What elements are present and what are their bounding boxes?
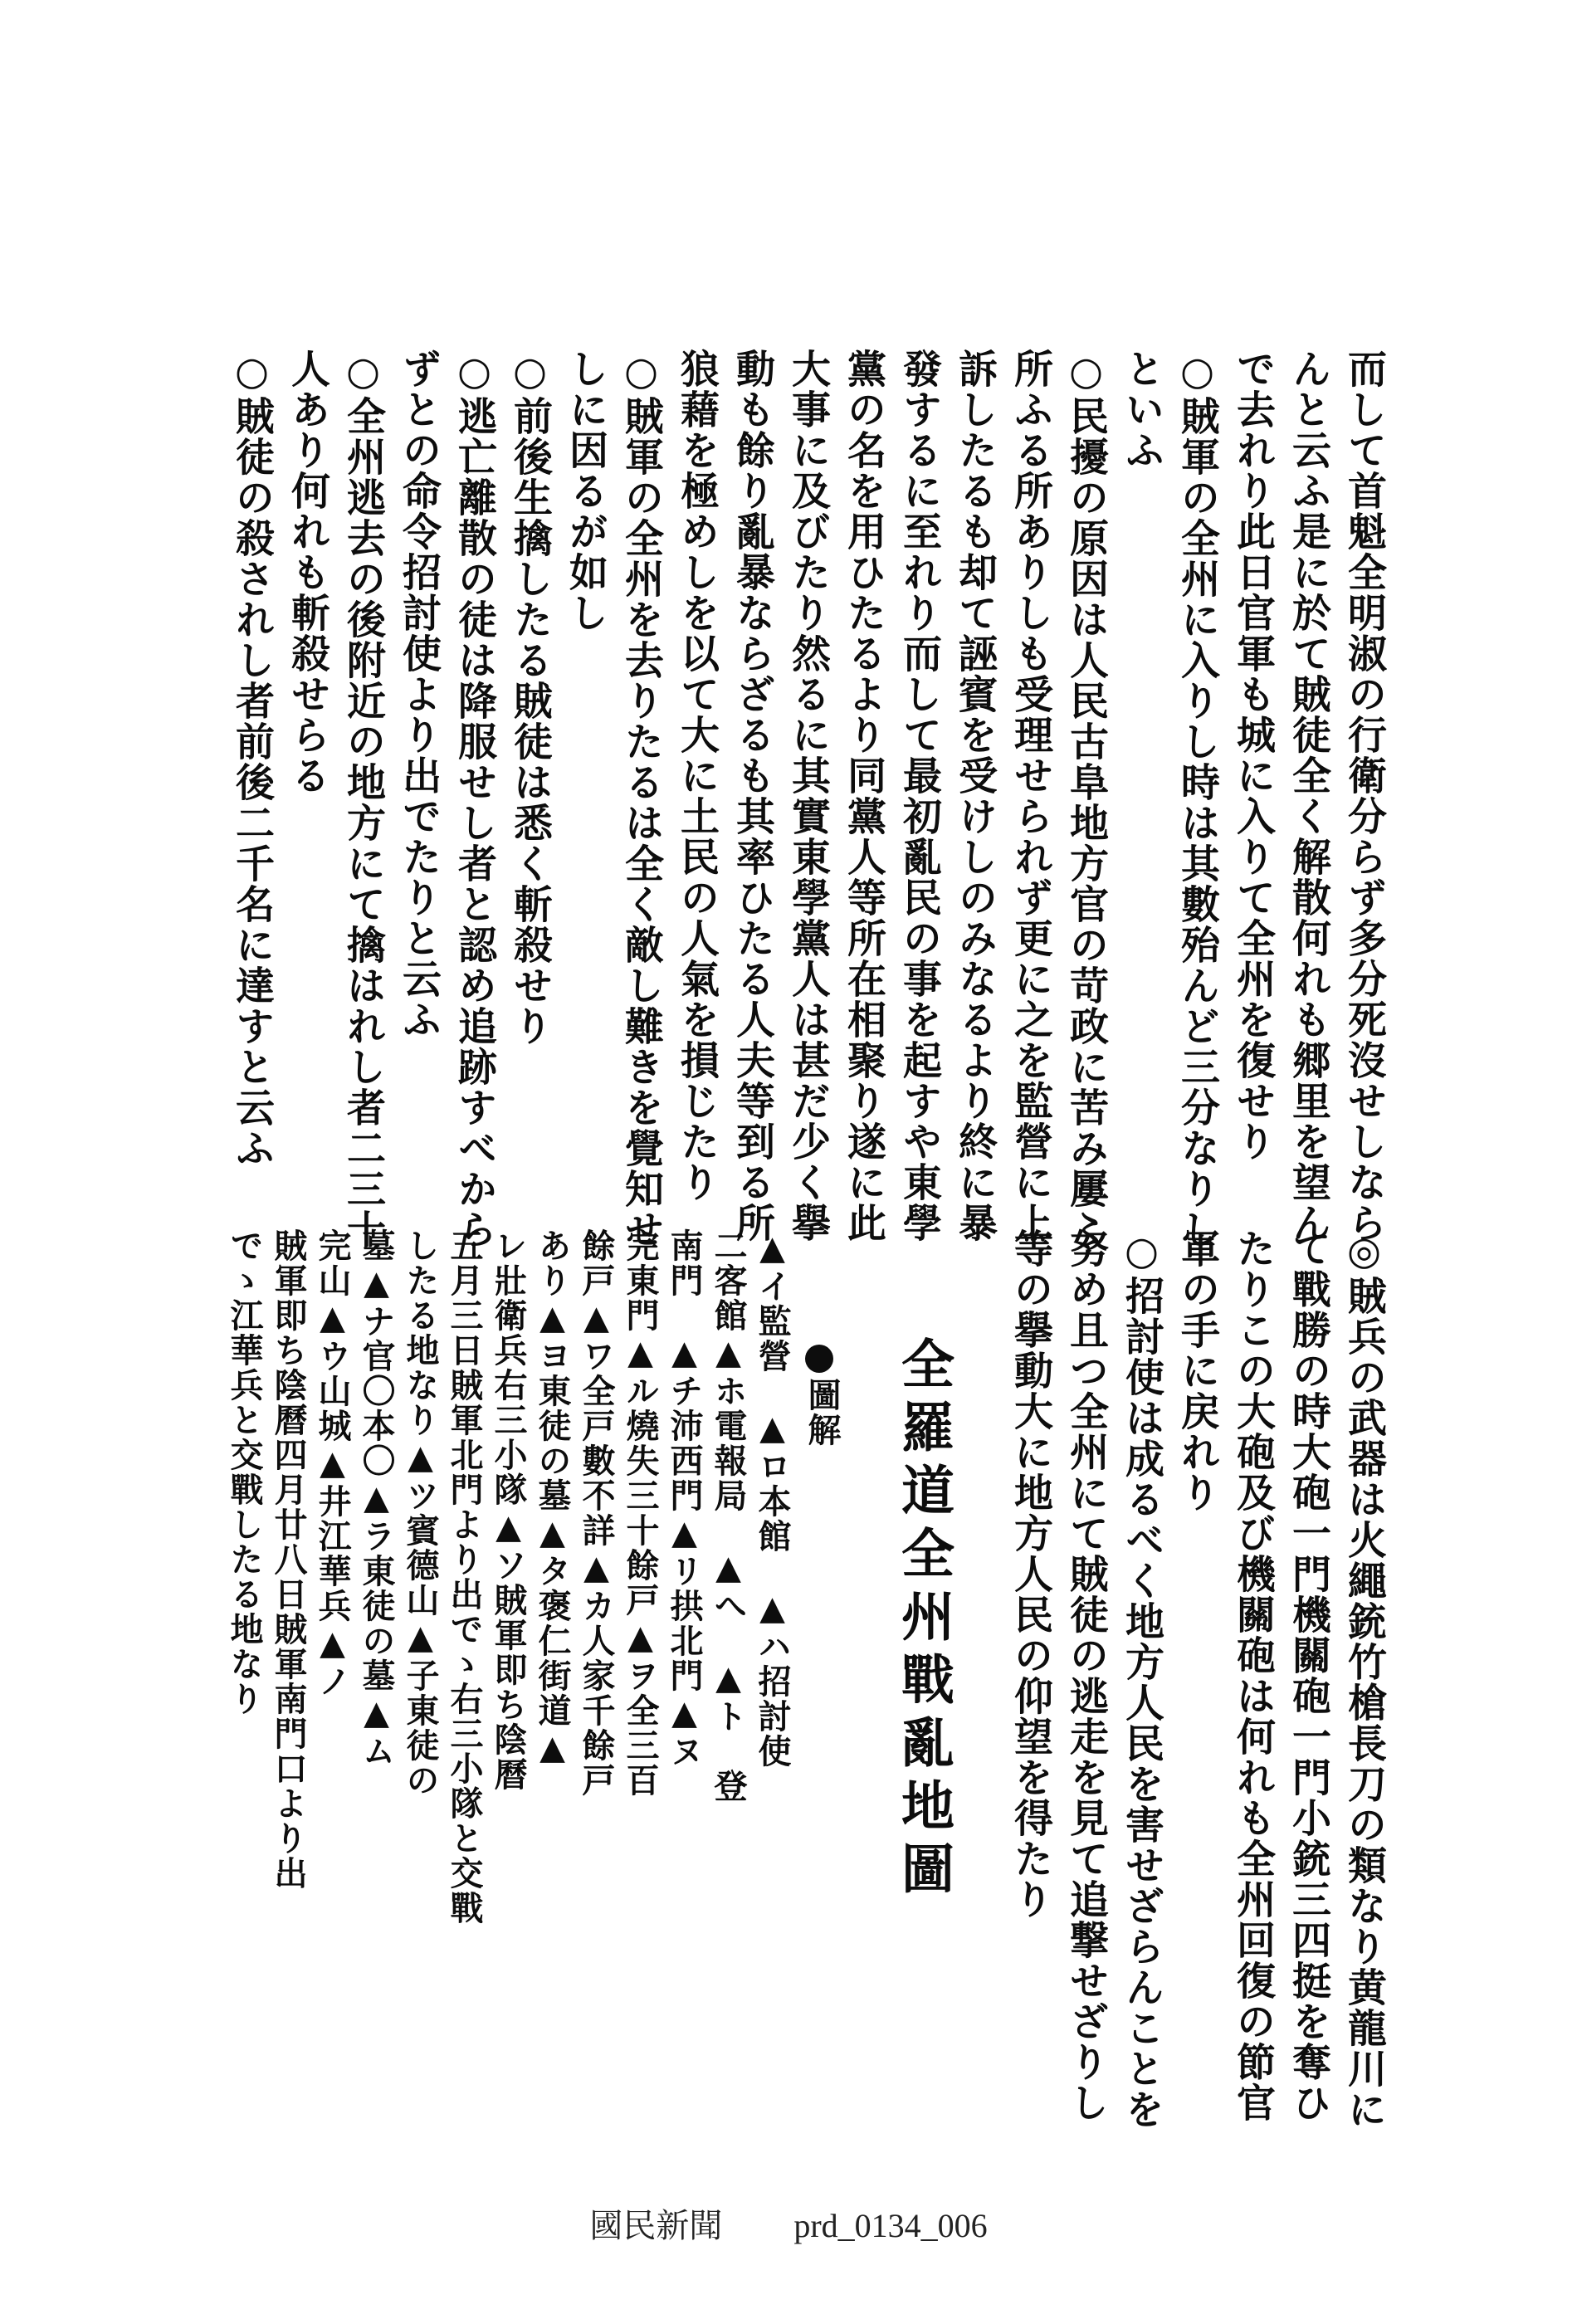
legend-column-7: レ壯衛兵右三小隊▲ソ賊軍即ち陰曆 <box>489 1228 528 1792</box>
map-title: 全羅道全州戰亂地圖 <box>892 1336 954 1904</box>
top-column-5: といふ <box>1119 349 1164 471</box>
top-column-16: ○前後生擒したる賊徒は悉く斬殺せり <box>507 349 553 1047</box>
right-column-2: て戰勝の時大砲一門機關砲一門小銃三四挺を奪ひ <box>1286 1228 1331 2123</box>
right-column-6: 努め且つ全州にて賊徒の逃走を見て追撃せざりし <box>1063 1228 1109 2123</box>
right-column-5: ○招討使は成るべく地方人民を害せざらんことを <box>1119 1228 1164 2130</box>
top-column-14: ○賊軍の全州を去りたるは全く敵し難きを覺知せ <box>618 349 664 1250</box>
legend-heading: 圖解 <box>803 1378 842 1448</box>
top-column-20: 人あり何れも斬殺せらる <box>285 349 330 796</box>
top-column-1: 而して首魁全明淑の行衛分らず多分死沒せしなら <box>1341 349 1387 1243</box>
top-column-19: ○全州逃去の後附近の地方にて擒はれし者二三十 <box>340 349 386 1250</box>
top-column-21: ○賊徒の殺されし者前後二千名に達すと云ふ <box>229 349 275 1169</box>
top-column-18: ずとの命令招討使より出でたりと云ふ <box>396 349 442 1040</box>
footer-id: prd_0134_006 <box>793 2207 988 2244</box>
legend-column-11: 完山▲ウ山城▲井江華兵▲ノ <box>313 1228 352 1699</box>
footer-source: 國民新聞 <box>589 2207 723 2244</box>
legend-column-6: あり▲ヨ東徒の墓▲タ褒仁街道▲ <box>533 1228 572 1769</box>
legend-column-10: 墓▲ナ官〇本〇▲ラ東徒の墓▲ム <box>357 1228 396 1769</box>
top-column-3: で去れり此日官軍も城に入りて全州を復せり <box>1230 349 1276 1162</box>
right-column-7: 等の擧動大に地方人民の仰望を得たり <box>1008 1228 1053 1920</box>
top-column-15: しに因るが如し <box>563 349 608 633</box>
legend-bullet-icon <box>805 1345 833 1373</box>
legend-column-4: 完東門▲ル燒失三十餘戸▲ヲ全三百 <box>621 1228 660 1798</box>
top-column-12: 動も餘り亂暴ならざるも其率ひたる人夫等到る所 <box>730 349 775 1243</box>
top-column-2: んと云ふ是に於て賊徒全く解散何れも郷里を望ん <box>1286 349 1331 1243</box>
top-column-13: 狼藉を極めしを以て大に土民の人氣を損じたり <box>674 349 720 1203</box>
top-column-4: ○賊軍の全州に入りし時は其數殆んど三分なりし <box>1174 349 1220 1250</box>
top-column-6: ○民擾の原因は人民古阜地方官の苛政に苦み屢〻 <box>1063 349 1109 1250</box>
top-column-9: 發するに至れり而して最初亂民の事を起すや東學 <box>896 349 942 1243</box>
right-column-3: たりこの大砲及び機關砲は何れも全州回復の節官 <box>1230 1228 1276 2123</box>
top-column-11: 大事に及びたり然るに其實東學黨人は甚だ少く擧 <box>785 349 831 1243</box>
top-column-17: ○逃亡離散の徒は降服せし者と認め追跡すべから <box>452 349 497 1250</box>
legend-column-8: 五月三日賊軍北門より出でゝ右三小隊と交戰 <box>445 1228 484 1926</box>
legend-column-1: ▲イ監營 ▲ロ本館 ▲ハ招討使 <box>753 1228 792 1769</box>
legend-column-9: したる地なり▲ツ賓德山▲子東徒の <box>401 1228 440 1798</box>
right-column-1: ◎賊兵の武器は火繩銃竹槍長刀の類なり黄龍川に <box>1341 1228 1387 2130</box>
top-column-7: 所ふる所ありしも受理せられず更に之を監營に上 <box>1008 349 1053 1243</box>
legend-column-12: 賊軍即ち陰曆四月廿八日賊軍南門口より出 <box>269 1228 308 1891</box>
legend-column-2: 二客館▲ホ電報局 ▲へ ▲ト 登 <box>709 1228 748 1804</box>
legend-column-5: 餘戸▲ワ全戸數不詳▲カ人家千餘戸 <box>577 1228 616 1798</box>
top-column-10: 黨の名を用ひたるより同黨人等所在相聚り遂に此 <box>841 349 886 1243</box>
right-column-4: 軍の手に戻れり <box>1174 1228 1220 1513</box>
legend-column-3: 南門 ▲チ沛西門▲リ拱北門▲ヌ <box>665 1228 704 1769</box>
top-column-8: 訴したるも却て誣賓を受けしのみなるより終に暴 <box>952 349 998 1243</box>
legend-column-13: でゝ江華兵と交戰したる地なり <box>225 1228 264 1716</box>
page-footer <box>0 2200 1577 2247</box>
